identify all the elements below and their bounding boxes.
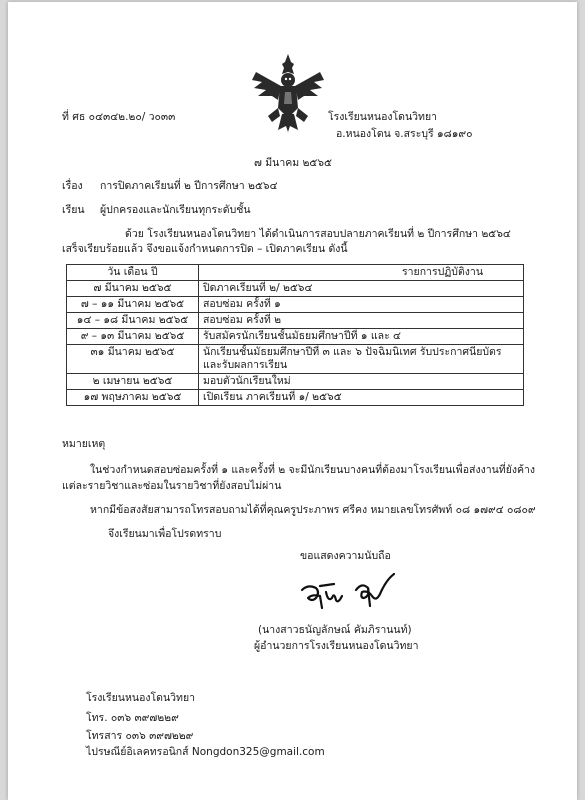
row-activity-line-1: นักเรียนชั้นมัธยมศึกษาปีที่ ๓ และ ๖ ปัจฉิมนิเทศ รับประกาศนียบัตร [203,346,502,358]
recipient-label: เรียน [62,204,85,216]
note-line-1: ในช่วงกำหนดสอบซ่อมครั้งที่ ๑ และครั้งที่ ๒ จะมีนักเรียนบางคนที่ต้องมาโรงเรียนเพื่อส่งงานที่ยังค้าง [90,464,536,476]
signatory-position: ผู้อำนวยการโรงเรียนหนองโดนวิทยา [254,640,419,652]
footer-school: โรงเรียนหนองโดนวิทยา [86,692,195,704]
row-activity: รับสมัครนักเรียนชั้นมัธยมศึกษาปีที่ ๑ และ ๔ [199,329,524,345]
row-date: ๑๔ – ๑๘ มีนาคม ๒๕๖๕ [67,313,199,329]
table-row [67,374,524,390]
row-date: ๗ มีนาคม ๒๕๖๕ [67,281,199,297]
row-activity: เปิดเรียน ภาคเรียนที่ ๑/ ๒๕๖๕ [199,390,524,406]
regards-text: ขอแสดงความนับถือ [300,550,391,562]
signature-image [298,568,408,612]
row-date: ๙ – ๑๓ มีนาคม ๒๕๖๕ [67,329,199,345]
table-header-row [67,265,524,281]
table-row [67,390,524,406]
note-line-3: หากมีข้อสงสัยสามารถโทรสอบถามได้ที่คุณครูประภาพร ศรีคง หมายเลขโทรศัพท์ ๐๘ ๑๗๙๔ ๐๘๐๙ [90,504,536,516]
table-row [67,297,524,313]
header-date: วัน เดือน ปี [67,265,199,281]
reference-number: ที่ ศธ ๐๔๓๔๒.๒๐/ ว๐๓๓ [62,111,176,123]
school-name: โรงเรียนหนองโดนวิทยา [328,111,437,123]
row-date: ๒ เมษายน ๒๕๖๕ [67,374,199,390]
row-activity [199,345,524,374]
schedule-table [66,264,524,406]
footer-email: ไปรษณีย์อิเลคทรอนิกส์ Nongdon325@gmail.com [86,746,325,758]
subject-text: การปิดภาคเรียนที่ ๒ ปีการศึกษา ๒๕๖๔ [100,180,278,192]
table-row [67,313,524,329]
garuda-emblem-icon [248,52,328,134]
letter-date: ๗ มีนาคม ๒๕๖๕ [254,157,332,169]
header-activity: รายการปฏิบัติงาน [199,265,524,281]
school-address: อ.หนองโดน จ.สระบุรี ๑๘๑๙๐ [336,128,473,140]
row-date: ๗ – ๑๑ มีนาคม ๒๕๖๕ [67,297,199,313]
footer-fax: โทรสาร ๐๓๖ ๓๙๗๒๒๙ [86,730,194,742]
signatory-name: (นางสาวธนัญลักษณ์ คัมภิรานนท์) [258,624,412,636]
subject-label: เรื่อง [62,180,83,192]
closing-text: จึงเรียนมาเพื่อโปรดทราบ [108,528,222,540]
row-activity: สอบซ่อม ครั้งที่ ๑ [199,297,524,313]
row-activity: สอบซ่อม ครั้งที่ ๒ [199,313,524,329]
row-date: ๑๗ พฤษภาคม ๒๕๖๕ [67,390,199,406]
row-date: ๓๑ มีนาคม ๒๕๖๕ [67,345,199,374]
table-row [67,281,524,297]
table-row [67,329,524,345]
footer-phone: โทร. ๐๓๖ ๓๙๗๒๒๙ [86,712,179,724]
body-line-1: ด้วย โรงเรียนหนองโดนวิทยา ได้ดำเนินการสอบปลายภาคเรียนที่ ๒ ปีการศึกษา ๒๕๖๔ [125,228,511,240]
note-label: หมายเหตุ [62,438,106,450]
recipient-text: ผู้ปกครองและนักเรียนทุกระดับชั้น [100,204,251,216]
note-line-2: แต่ละรายวิชาและซ่อมในรายวิชาที่ยังสอบไม่ผ่าน [62,480,282,492]
table-row [67,345,524,374]
row-activity: ปิดภาคเรียนที่ ๒/ ๒๕๖๔ [199,281,524,297]
row-activity-line-2: และรับผลการเรียน [203,359,288,371]
letter-page [8,2,577,800]
row-activity: มอบตัวนักเรียนใหม่ [199,374,524,390]
body-line-2: เสร็จเรียบร้อยแล้ว จึงขอแจ้งกำหนดการปิด – เปิดภาคเรียน ดังนี้ [62,243,348,255]
